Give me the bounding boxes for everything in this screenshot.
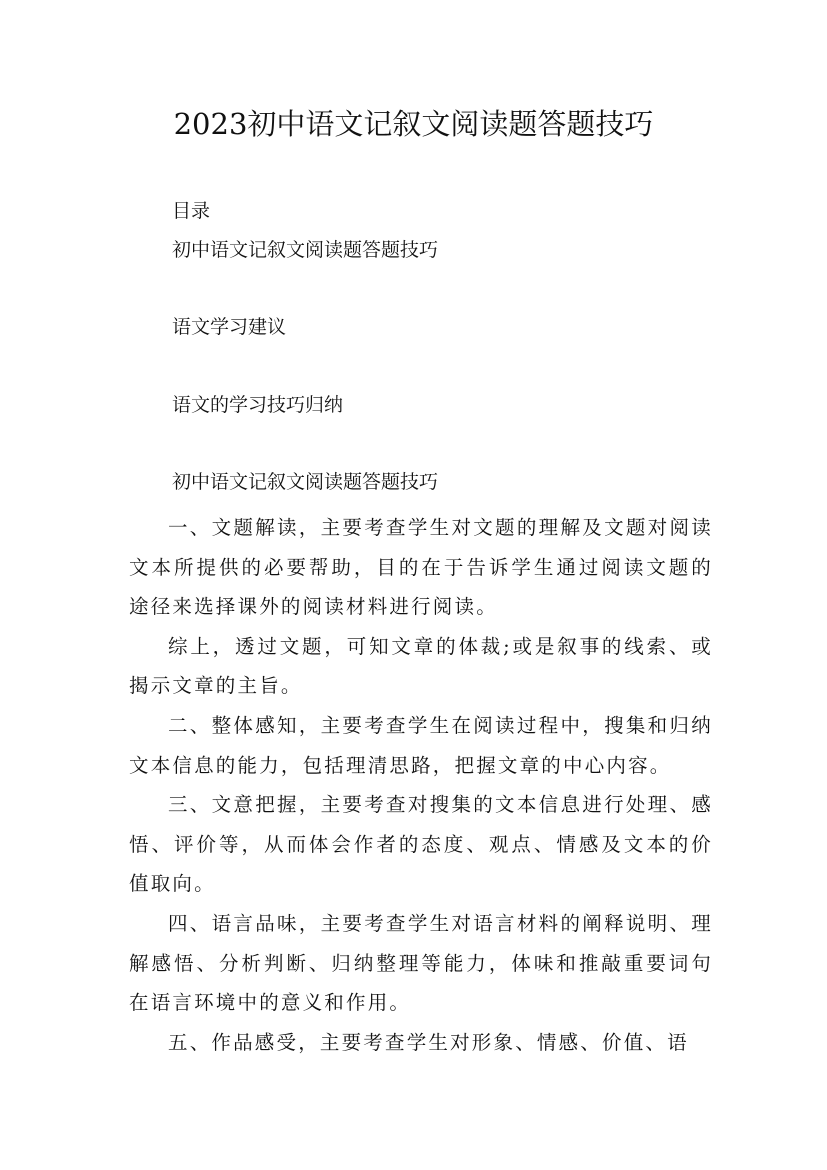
document-body (129, 508, 713, 1062)
document-title: 2023初中语文记叙文阅读题答题技巧 (173, 107, 654, 141)
toc-item-study-advice[interactable]: 语文学习建议 (172, 316, 287, 338)
toc-heading: 目录 (172, 200, 211, 222)
paragraph: 三、文意把握，主要考查对搜集的文本信息进行处理、感悟、评价等，从而体会作者的态度、观点、情感及文本的价值取向。 (129, 793, 713, 896)
paragraph: 四、语言品味，主要考查学生对语言材料的阐释说明、理解感悟、分析判断、归纳整理等能力，体味和推敲重要词句在语言环境中的意义和作用。 (129, 911, 713, 1015)
toc-item-study-skills[interactable]: 语文的学习技巧归纳 (172, 394, 344, 416)
section-heading: 初中语文记叙文阅读题答题技巧 (172, 471, 439, 493)
paragraph: 综上，透过文题，可知文章的体裁;或是叙事的线索、或揭示文章的主旨。 (129, 634, 713, 698)
paragraph: 一、文题解读，主要考查学生对文题的理解及文题对阅读文本所提供的必要帮助，目的在于告诉学生通过阅读文题的途径来选择课外的阅读材料进行阅读。 (129, 516, 713, 619)
toc-item-reading-tips[interactable]: 初中语文记叙文阅读题答题技巧 (172, 239, 439, 261)
paragraph: 五、作品感受，主要考查学生对形象、情感、价值、语 (168, 1030, 689, 1054)
paragraph: 二、整体感知，主要考查学生在阅读过程中，搜集和归纳文本信息的能力，包括理清思路，把握文章的中心内容。 (129, 713, 713, 777)
